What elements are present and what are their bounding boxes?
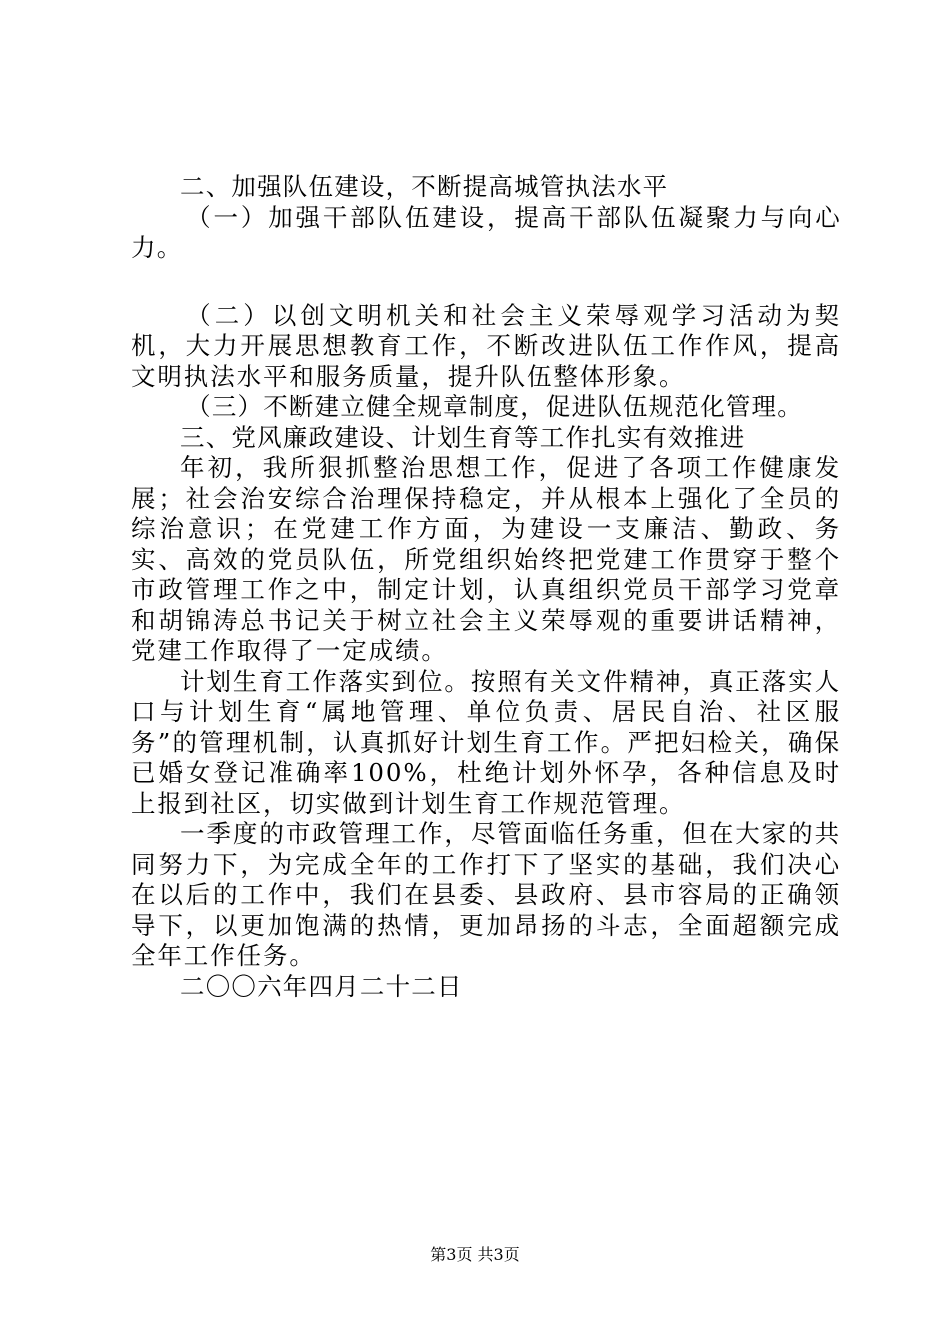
subsection-3: （三）不断建立健全规章制度，促进队伍规范化管理。	[186, 392, 803, 421]
section-heading-2: 二、加强队伍建设，不断提高城管执法水平	[180, 172, 669, 201]
page-footer: 第3页 共3页	[430, 1245, 520, 1264]
paragraph-party-building: 年初，我所狠抓整治思想工作，促进了各项工作健康发展；社会治安综合治理保持稳定，并从根本上强化了全员的综治意识；在党建工作方面，为建设一支廉洁、勤政、务实、高效的党员队伍，所党组织始终把党建工作贯穿于整个市政管理工作之中，制定计划，认真组织党员干部学习党章和胡锦涛总书记关于树立社会主义荣辱观的重要讲话精神，党建工作取得了一定成绩。	[131, 453, 841, 665]
document-body	[131, 172, 841, 1002]
document-date: 二〇〇六年四月二十二日	[180, 971, 463, 1001]
paragraph-conclusion: 一季度的市政管理工作，尽管面临任务重，但在大家的共同努力下，为完成全年的工作打下了坚实的基础，我们决心在以后的工作中，我们在县委、县政府、县市容局的正确领导下，以更加饱满的热情，更加昂扬的斗志，全面超额完成全年工作任务。	[131, 819, 841, 970]
paragraph-family-planning: 计划生育工作落实到位。按照有关文件精神，真正落实人口与计划生育“属地管理、单位负责、居民自治、社区服务”的管理机制，认真抓好计划生育工作。严把妇检关，确保已婚女登记准确率100%，杜绝计划外怀孕，各种信息及时上报到社区，切实做到计划生育工作规范管理。	[131, 666, 841, 818]
section-heading-3: 三、党风廉政建设、计划生育等工作扎实有效推进	[180, 422, 746, 452]
subsection-2: （二）以创文明机关和社会主义荣辱观学习活动为契机，大力开展思想教育工作，不断改进队伍工作作风，提高文明执法水平和服务质量，提升队伍整体形象。	[131, 300, 841, 391]
subsection-1: （一）加强干部队伍建设，提高干部队伍凝聚力与向心力。	[131, 202, 841, 262]
